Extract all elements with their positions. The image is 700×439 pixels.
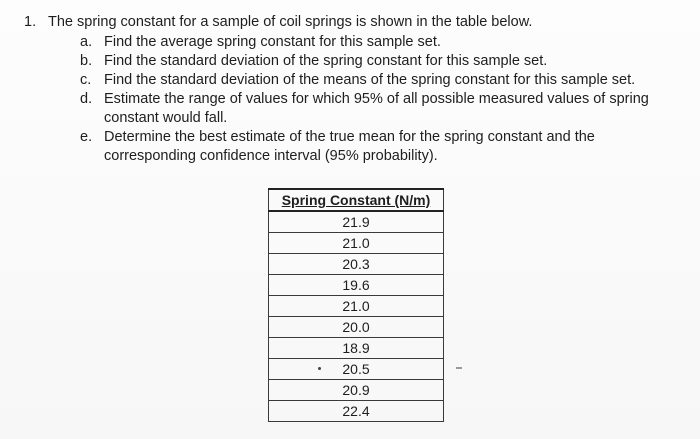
table-cell: 21.0 <box>269 233 444 254</box>
part-b <box>80 52 689 71</box>
question-text: The spring constant for a sample of coil springs is shown in the table below. <box>48 14 533 30</box>
part-a <box>80 33 689 52</box>
table-header-row <box>269 189 444 211</box>
table-row <box>269 296 444 317</box>
table-cell: 18.9 <box>269 338 444 359</box>
table-row <box>269 211 444 233</box>
part-letter: e. <box>80 129 93 145</box>
table-row <box>269 401 444 422</box>
part-letter: a. <box>80 34 93 50</box>
table-row <box>269 359 444 380</box>
table-cell: 20.9 <box>269 380 444 401</box>
table-cell: 22.4 <box>269 401 444 422</box>
table-row <box>269 380 444 401</box>
stray-dot-mark <box>318 367 321 370</box>
table-row <box>269 338 444 359</box>
part-e <box>80 128 689 166</box>
question-header <box>24 13 689 32</box>
question-1 <box>24 13 689 166</box>
question-parts-list <box>80 33 689 166</box>
part-letter: b. <box>80 53 93 69</box>
part-c <box>80 71 689 90</box>
table-row <box>269 233 444 254</box>
table-cell: 21.9 <box>269 211 444 233</box>
table-cell: 20.0 <box>269 317 444 338</box>
part-letter: d. <box>80 91 93 107</box>
part-text: Find the standard deviation of the spring constant for this sample set. <box>104 53 548 69</box>
stray-dash-mark <box>456 367 462 369</box>
table-row <box>269 275 444 296</box>
table-row <box>269 317 444 338</box>
part-text: Find the standard deviation of the means of the spring constant for this sample set. <box>104 72 636 88</box>
part-text: Estimate the range of values for which 95% of all possible measured values of spring constant would fall. <box>104 91 649 126</box>
table-row <box>269 254 444 275</box>
table-cell: 20.3 <box>269 254 444 275</box>
table-cell: 19.6 <box>269 275 444 296</box>
question-number: 1. <box>24 14 37 30</box>
table-header: Spring Constant (N/m) <box>269 189 444 211</box>
part-text: Find the average spring constant for this sample set. <box>104 34 441 50</box>
part-d <box>80 90 689 128</box>
spring-constant-table <box>268 188 444 422</box>
part-text: Determine the best estimate of the true mean for the spring constant and the corresponding confidence interval (95% probability). <box>104 129 595 164</box>
part-letter: c. <box>80 72 92 88</box>
table-cell: 20.5 <box>269 359 444 380</box>
table-cell: 21.0 <box>269 296 444 317</box>
